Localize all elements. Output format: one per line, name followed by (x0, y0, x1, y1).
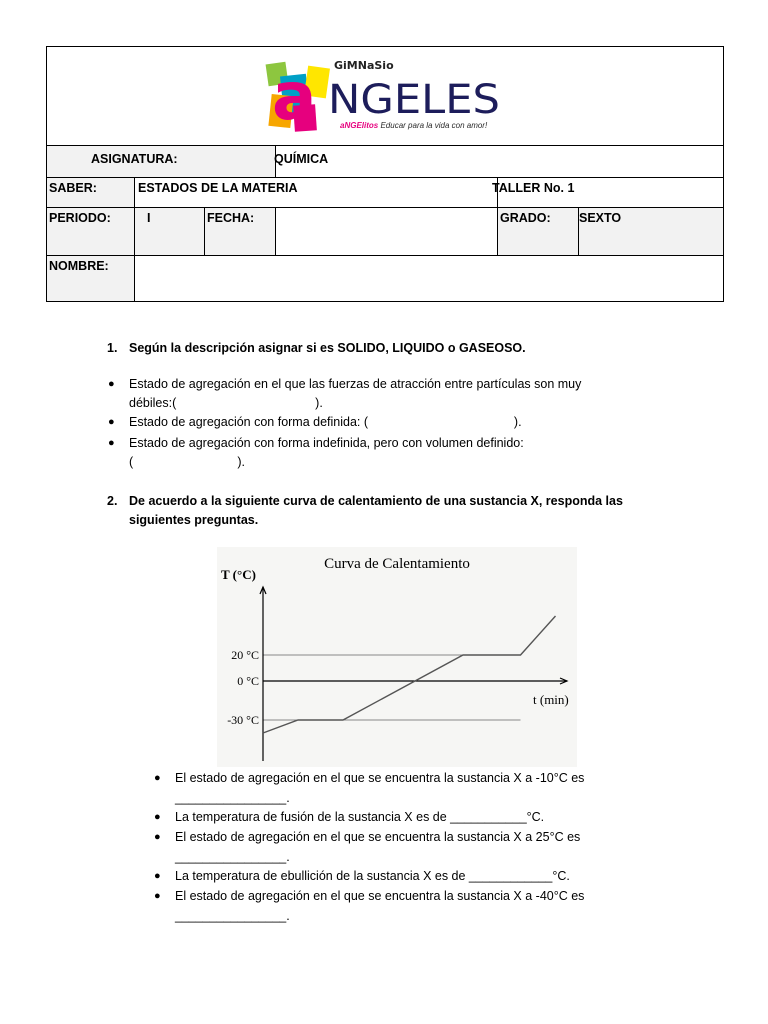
bullet-icon: ● (154, 870, 161, 882)
chart-y-tick-label: 20 °C (231, 648, 259, 662)
grado-value: SEXTO (579, 211, 622, 225)
taller-cell (492, 178, 724, 208)
question-1-number: 1. (107, 341, 118, 355)
bullet-icon: ● (154, 890, 161, 902)
bullet-icon: ● (154, 772, 161, 784)
saber-value-cell (135, 178, 498, 208)
fecha-label: FECHA: (207, 211, 255, 225)
asignatura-label-cell (47, 146, 276, 178)
q1-item-1-line-1: Estado de agregación en el que las fuerzas de atracción entre partículas son muy (129, 377, 582, 391)
logo-letter-a: a (272, 58, 317, 135)
q2-item-3-blank[interactable]: ________________. (175, 850, 290, 864)
q2-item-4-line-1: La temperatura de ebullición de la sustancia X es de ____________°C. (175, 869, 570, 883)
chart-y-axis-label: T (°C) (221, 567, 256, 582)
periodo-label: PERIODO: (49, 211, 111, 225)
nombre-value-cell[interactable] (135, 256, 724, 302)
chart-y-tick-label: -30 °C (227, 713, 259, 727)
question-1-text: Según la descripción asignar si es SOLIDO, LIQUIDO o GASEOSO. (129, 341, 526, 355)
q2-item-1-line-1: El estado de agregación en el que se encuentra la sustancia X a -10°C es (175, 771, 585, 785)
saber-label-cell (47, 178, 135, 208)
asignatura-value: QUÍMICA (274, 152, 329, 166)
heating-curve-chart (217, 547, 577, 767)
fecha-value-cell[interactable] (276, 208, 498, 256)
q1-item-2-line-1: Estado de agregación con forma definida: ( ). (129, 415, 522, 429)
bullet-icon: ● (154, 831, 161, 843)
periodo-value-cell (135, 208, 205, 256)
q2-item-3-line-1: El estado de agregación en el que se encuentra la sustancia X a 25°C es (175, 830, 581, 844)
logo-name-text: NGELES (328, 77, 500, 123)
question-2-text-line-2: siguientes preguntas. (129, 513, 259, 527)
logo-tagline-brand: aNGElitos (340, 121, 379, 130)
nombre-label-cell (47, 256, 135, 302)
fecha-label-cell (205, 208, 276, 256)
logo-gimnasio-text: GiMNaSio (334, 59, 394, 72)
chart-y-tick-label: 0 °C (237, 674, 259, 688)
saber-label: SABER: (49, 181, 97, 195)
question-2-number: 2. (107, 494, 118, 508)
asignatura-label: ASIGNATURA: (91, 152, 178, 166)
logo-tagline (340, 121, 487, 130)
bullet-icon: ● (108, 437, 115, 449)
periodo-value: I (147, 211, 151, 225)
question-2-text-line-1: De acuerdo a la siguiente curva de calentamiento de una sustancia X, responda las (129, 494, 623, 508)
asignatura-value-cell (276, 146, 724, 178)
taller-label: TALLER No. 1 (492, 181, 575, 195)
q2-item-5-line-1: El estado de agregación en el que se encuentra la sustancia X a -40°C es (175, 889, 585, 903)
q2-item-2-line-1: La temperatura de fusión de la sustancia X es de ___________°C. (175, 810, 545, 824)
q1-item-3-line-2: ( ). (129, 455, 245, 469)
chart-heating-curve (263, 616, 556, 733)
q2-item-5-blank[interactable]: ________________. (175, 909, 290, 923)
logo-cell (47, 47, 724, 146)
school-logo (264, 55, 504, 139)
q1-item-3-line-1: Estado de agregación con forma indefinida, pero con volumen definido: (129, 436, 524, 450)
bullet-icon: ● (108, 416, 115, 428)
grado-label-cell (498, 208, 579, 256)
bullet-icon: ● (154, 811, 161, 823)
grado-label: GRADO: (500, 211, 551, 225)
grado-value-cell (579, 208, 724, 256)
chart-svg (217, 547, 577, 767)
chart-x-axis-label: t (min) (533, 692, 569, 707)
chart-title: Curva de Calentamiento (324, 556, 470, 572)
nombre-label: NOMBRE: (49, 259, 109, 273)
periodo-label-cell (47, 208, 135, 256)
bullet-icon: ● (108, 378, 115, 390)
saber-value: ESTADOS DE LA MATERIA (138, 181, 298, 195)
q2-item-1-blank[interactable]: ________________. (175, 791, 290, 805)
header-table (46, 46, 724, 302)
logo-tagline-text: Educar para la vida con amor! (380, 121, 488, 130)
q1-item-1-line-2: débiles:( ). (129, 396, 323, 410)
